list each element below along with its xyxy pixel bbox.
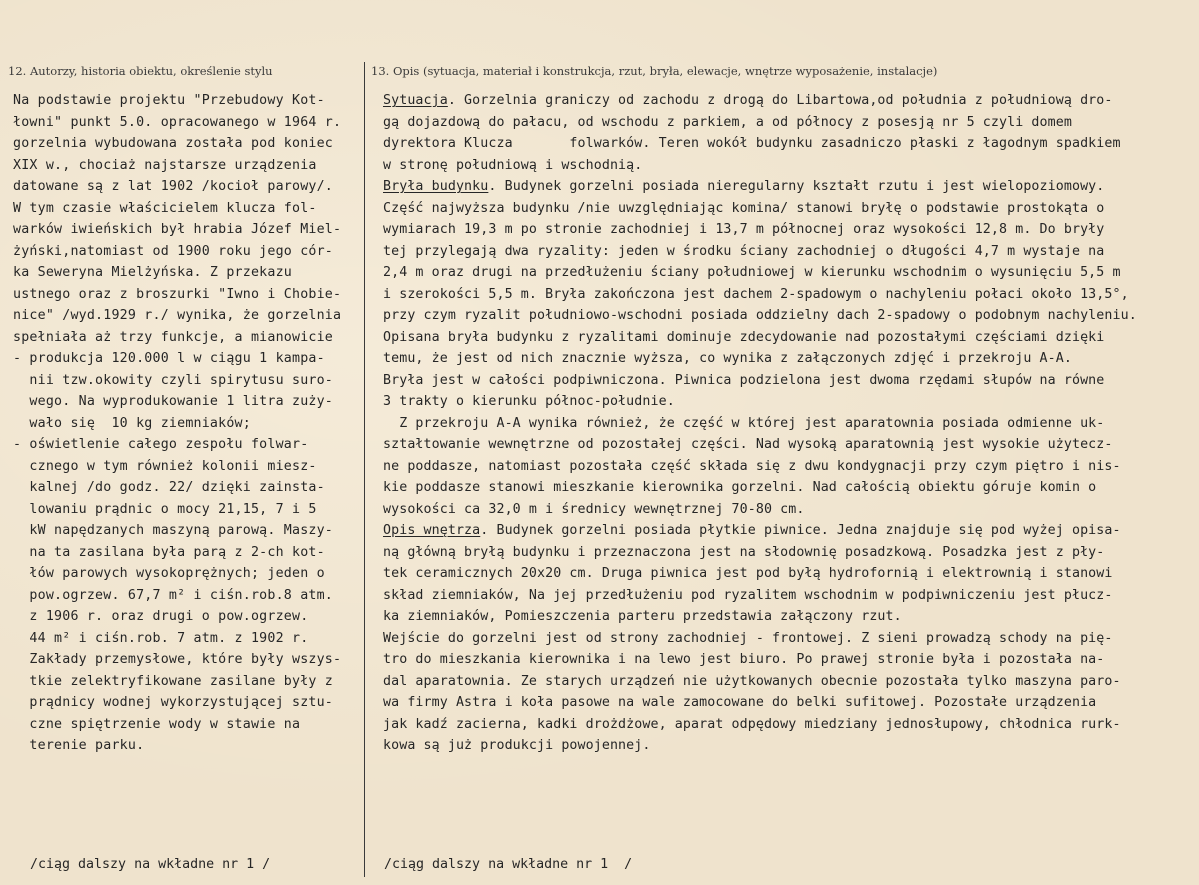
text-line: [383, 133, 1198, 155]
text-line: [383, 198, 1198, 220]
line-text: Opisana bryła budynku z ryzalitami dominuje zdecydowanie nad pozostałymi częściami dzięki: [383, 329, 1105, 345]
text-line: lowaniu prądnic o mocy 21,15, 7 i 5: [13, 501, 317, 517]
text-line: [383, 456, 1198, 478]
line-text: tro do mieszkania kierownika i na lewo jest biuro. Po prawej stronie była i pozostała na-: [383, 652, 1105, 667]
text-line: [383, 241, 1198, 263]
text-line: [383, 692, 1198, 714]
text-line: [383, 542, 1198, 564]
text-line: - oświetlenie całego zespołu folwar-: [13, 437, 309, 452]
text-line: nice" /wyd.1929 r./ wynika, że gorzelnia: [13, 308, 342, 323]
text-line: tkie zelektryfikowane zasilane były z: [13, 673, 334, 689]
line-text: Część najwyższa budynku /nie uwzględniając komina/ stanowi bryłę o podstawie prostokąta o: [383, 200, 1105, 216]
history-text-column: [13, 90, 361, 757]
right-continuation-note: /ciąg dalszy na wkładne nr 1 /: [384, 857, 633, 872]
line-text: wa firmy Astra i koła pasowe na wale zamocowane do belki sufitowej. Pozostałe urządzenia: [383, 695, 1097, 710]
text-line: [383, 477, 1198, 499]
line-text: dal aparatownia. Ze starych urządzeń nie użytkowanych obecnie pozostała tylko maszyna paro-: [383, 673, 1121, 689]
line-text: wysokości ca 32,0 m i średnicy wewnętrznej 70-80 cm.: [383, 501, 805, 517]
text-line: [383, 585, 1198, 607]
line-text: dyrektora Klucza folwarków. Teren wokół budynku zasadniczo płaski z łagodnym spadkiem: [383, 136, 1121, 151]
section-12-header: 12. Autorzy, historia obiektu, określenie stylu: [8, 64, 273, 78]
line-text: . Budynek gorzelni posiada płytkie piwnice. Jedna znajduje się pod wyżej opisa-: [480, 523, 1121, 538]
text-line: [383, 391, 1198, 413]
text-line: terenie parku.: [13, 738, 145, 753]
text-line: [383, 714, 1198, 736]
line-text: i szerokości 5,5 m. Bryła zakończona jest dachem 2-spadowym o nachyleniu połaci około 13,5°,: [383, 286, 1129, 302]
text-line: Na podstawie projektu "Przebudowy Kot-: [13, 93, 325, 108]
line-text: . Gorzelnia graniczy od zachodu z drogą do Libartowa,od południa z południową dro-: [447, 93, 1113, 108]
text-line: łów parowych wysokoprężnych; jeden o: [13, 566, 325, 581]
line-text: jak kadź zacierna, kadki drożdżowe, aparat odpędowy miedziany jednosłupowy, chłodnica rurk-: [383, 716, 1121, 732]
text-line: [383, 219, 1198, 241]
line-text: kie poddasze stanowi mieszkanie kierownika gorzelni. Nad całością obiektu góruje komin o: [383, 480, 1097, 495]
line-text: tek ceramicznych 20x20 cm. Druga piwnica jest pod byłą hydrofornią i elektrownią i stanowi: [383, 566, 1113, 581]
section-13-header: 13. Opis (sytuacja, materiał i konstrukcja, rzut, bryła, elewacje, wnętrze wyposażenie, instalacje): [371, 64, 938, 78]
text-line: [383, 520, 1198, 542]
text-line: [383, 348, 1198, 370]
line-text: ka ziemniaków, Pomieszczenia parteru przedstawia załączony rzut.: [383, 609, 902, 624]
text-line: [383, 563, 1198, 585]
text-line: [383, 649, 1198, 671]
line-text: . Budynek gorzelni posiada nieregularny kształt rzutu i jest wielopoziomowy.: [488, 179, 1105, 194]
line-text: 2,4 m oraz drugi na przedłużeniu ściany południowej w kierunku wschodnim o wysunięciu 5,5 m: [383, 265, 1121, 280]
text-line: [383, 155, 1198, 177]
text-line: [383, 90, 1198, 112]
text-line: [383, 628, 1198, 650]
text-line: wego. Na wyprodukowanie 1 litra zuży-: [13, 394, 334, 409]
section-heading: Opis wnętrza: [383, 523, 481, 538]
line-text: ną główną bryłą budynku i przeznaczona jest na słodownię posadzkową. Posadzka jest z pły-: [383, 544, 1105, 560]
line-text: Bryła jest w całości podpiwniczona. Piwnica podzielona jest dwoma rzędami słupów na równe: [383, 372, 1105, 388]
text-line: ustnego oraz z broszurki "Iwno i Chobie-: [13, 286, 342, 302]
text-line: [383, 284, 1198, 306]
text-line: żyński,natomiast od 1900 roku jego cór-: [13, 243, 334, 259]
text-line: [383, 262, 1198, 284]
text-line: [383, 413, 1198, 435]
line-text: skład ziemniaków, Na jej przedłużeniu pod ryzalitem wschodnim w podpiwniczeniu jest płucz-: [383, 587, 1113, 603]
text-line: kalnej /do godz. 22/ dzięki zainsta-: [13, 480, 325, 495]
line-text: ształtowanie wewnętrzne od pozostałej części. Nad wysoką aparatownią jest wysokie użytecz-: [383, 437, 1113, 452]
text-line: spełniała aż trzy funkcje, a mianowicie: [13, 329, 334, 345]
text-line: W tym czasie właścicielem klucza fol-: [13, 200, 317, 216]
line-text: temu, że jest od nich znacznie wyższa, co wynika z załączonych zdjęć i przekroju A-A.: [383, 351, 1072, 366]
text-line: [383, 176, 1198, 198]
text-line: [383, 499, 1198, 521]
text-line: [383, 671, 1198, 693]
section-heading: Bryła budynku: [383, 179, 489, 194]
text-line: datowane są z lat 1902 /kocioł parowy/.: [13, 179, 334, 194]
text-line: - produkcja 120.000 l w ciągu 1 kampa-: [13, 351, 325, 366]
line-text: tej przylegają dwa ryzality: jeden w środku ściany zachodniej o długości 4,7 m wystaje na: [383, 243, 1105, 259]
left-continuation-note: /ciąg dalszy na wkładne nr 1 /: [30, 857, 271, 872]
text-line: 44 m² i ciśn.rob. 7 atm. z 1902 r.: [13, 630, 309, 646]
text-line: na ta zasilana była parą z 2-ch kot-: [13, 544, 325, 560]
text-line: prądnicy wodnej wykorzystującej sztu-: [13, 695, 334, 710]
column-divider: [364, 62, 365, 877]
text-line: [383, 370, 1198, 392]
text-line: kW napędzanych maszyną parową. Maszy-: [13, 523, 334, 538]
line-text: kowa są już produkcji powojennej.: [383, 738, 651, 753]
line-text: Wejście do gorzelni jest od strony zachodniej - frontowej. Z sieni prowadzą schody na pię-: [383, 630, 1113, 646]
text-line: gorzelnia wybudowana została pod koniec: [13, 136, 334, 151]
line-text: gą dojazdową do pałacu, od wschodu z parkiem, a od północy z posesją nr 5 czyli domem: [383, 114, 1072, 130]
text-line: [383, 434, 1198, 456]
text-line: XIX w., chociaż najstarsze urządzenia: [13, 157, 317, 173]
text-line: cznego w tym również kolonii miesz-: [13, 458, 317, 474]
text-line: warków iwieńskich był hrabia Józef Miel-: [13, 222, 342, 237]
line-text: 3 trakty o kierunku północ-południe.: [383, 394, 675, 409]
text-line: wało się 10 kg ziemniaków;: [13, 415, 251, 431]
line-text: Z przekroju A-A wynika również, że część w której jest aparatownia posiada odmienne uk-: [383, 415, 1105, 431]
text-line: Zakłady przemysłowe, które były wszys-: [13, 652, 342, 667]
text-line: [383, 327, 1198, 349]
description-text-column: [383, 90, 1198, 757]
line-text: w stronę południową i wschodnią.: [383, 157, 643, 173]
text-line: czne spiętrzenie wody w stawie na: [13, 716, 301, 732]
line-text: ne poddasze, natomiast pozostała część składa się z dwu kondygnacji przy czym piętro i nis-: [383, 458, 1121, 474]
text-line: z 1906 r. oraz drugi o pow.ogrzew.: [13, 609, 309, 624]
text-line: pow.ogrzew. 67,7 m² i ciśn.rob.8 atm.: [13, 587, 334, 603]
text-line: łowni" punkt 5.0. opracowanego w 1964 r.: [13, 114, 342, 130]
text-line: [383, 606, 1198, 628]
text-line: ka Seweryna Mielżyńska. Z przekazu: [13, 265, 292, 280]
line-text: przy czym ryzalit południowo-wschodni posiada oddzielny dach 2-spadowy o podobnym nachyleniu.: [383, 308, 1137, 323]
text-line: [383, 112, 1198, 134]
line-text: wymiarach 19,3 m po stronie zachodniej i 13,7 m północnej oraz wysokości 12,8 m. Do bryły: [383, 222, 1105, 237]
text-line: nii tzw.okowity czyli spirytusu suro-: [13, 372, 334, 388]
text-line: [383, 305, 1198, 327]
text-line: [383, 735, 1198, 757]
section-heading: Sytuacja: [383, 93, 448, 108]
